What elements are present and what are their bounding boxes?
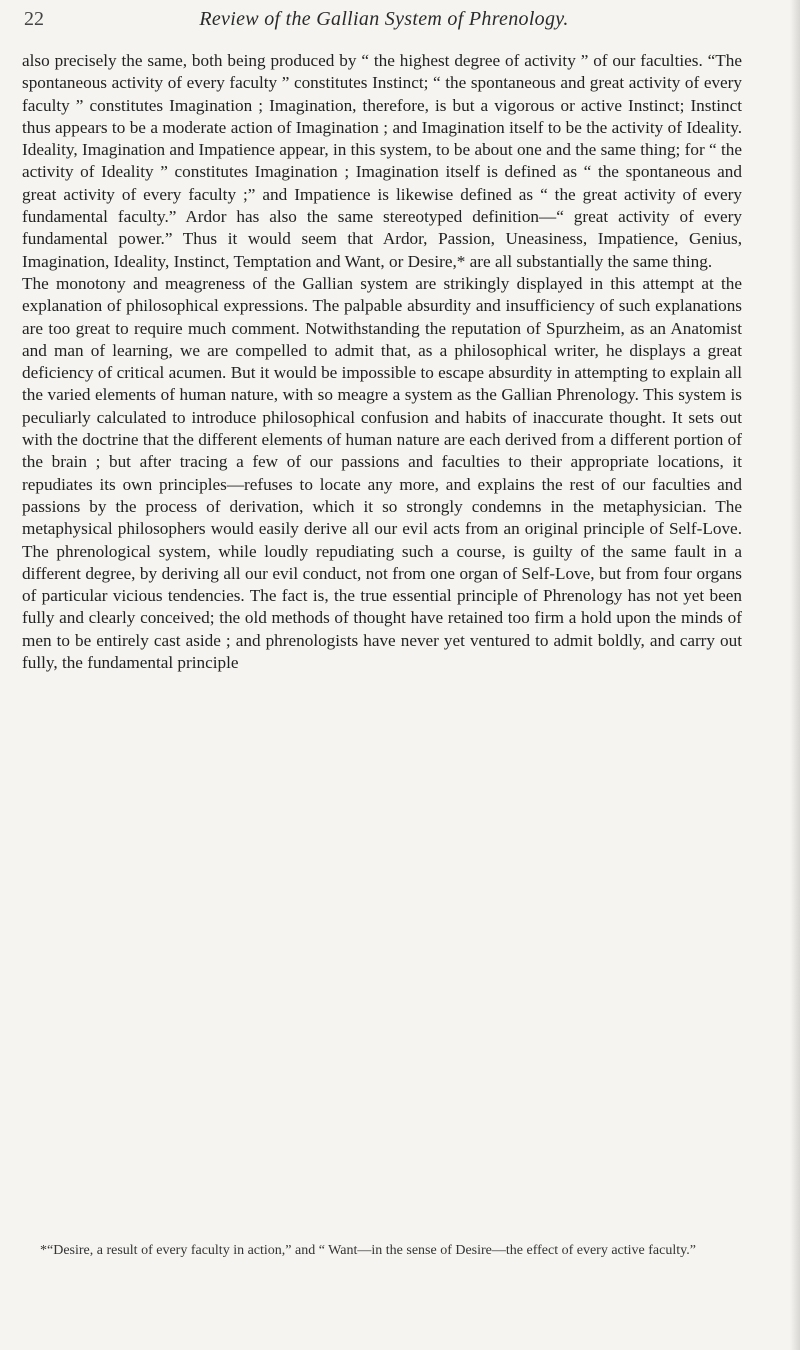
body-text: [22, 50, 742, 674]
paragraph: also precisely the same, both being produced by “ the highest degree of activity ” of our faculties. “The spontaneous activity of every faculty ” constitutes Instinct; “ the spontaneous and great activity of every faculty ” constitutes Imagination ; Imagination, therefore, is but a vigorous or active Instinct; Instinct thus appears to be a moderate action of Imagination ; and Imagination itself to be the activity of Ideality. Ideality, Imagination and Impatience appear, in this system, to be about one and the same thing; for “ the activity of Ideality ” constitutes Imagination ; Imagination itself is defined as “ the spontaneous and great activity of every faculty ;” and Impatience is likewise defined as “ the great activity of every fundamental faculty.” Ardor has also the same stereotyped definition—“ great activity of every fundamental power.” Thus it would seem that Ardor, Passion, Uneasiness, Impatience, Genius, Imagination, Ideality, Instinct, Temptation and Want, or Desire,* are all substantially the same thing.: [22, 51, 742, 271]
running-head: Review of the Gallian System of Phrenology.: [199, 8, 569, 30]
page-header: [24, 8, 744, 38]
page-number: 22: [24, 8, 44, 30]
footnote: *“Desire, a result of every faculty in action,” and “ Want—in the sense of Desire—the effect of every active faculty.”: [40, 1243, 696, 1258]
paragraph: The monotony and meagreness of the Gallian system are strikingly displayed in this attempt at the explanation of philosophical expressions. The palpable absurdity and insufficiency of such explanations are too great to require much comment. Notwithstanding the reputation of Spurzheim, as an Anatomist and man of learning, we are compelled to admit that, as a philosophical writer, he displays a great deficiency of critical acumen. But it would be impossible to escape absurdity in attempting to explain all the varied elements of human nature, with so meagre a system as the Gallian Phrenology. This system is peculiarly calculated to introduce philosophical confusion and habits of inaccurate thought. It sets out with the doctrine that the different elements of human nature are each derived from a different portion of the brain ; but after tracing a few of our passions and faculties to their appropriate locations, it repudiates its own principles—refuses to locate any more, and explains the rest of our faculties and passions by the process of derivation, which it so strongly condemns in the metaphysician. The metaphysical philosophers would easily derive all our evil acts from an original principle of Self-Love. The phrenological system, while loudly repudiating such a course, is guilty of the same fault in a different degree, by deriving all our evil conduct, not from one organ of Self-Love, but from four organs of particular vicious tendencies. The fact is, the true essential principle of Phrenology has not yet been fully and clearly conceived; the old methods of thought have retained too firm a hold upon the minds of men to be entirely cast aside ; and phrenologists have never yet ventured to admit boldly, and carry out fully, the fundamental principle: [22, 273, 742, 673]
page-edge-shadow: [790, 0, 800, 1350]
